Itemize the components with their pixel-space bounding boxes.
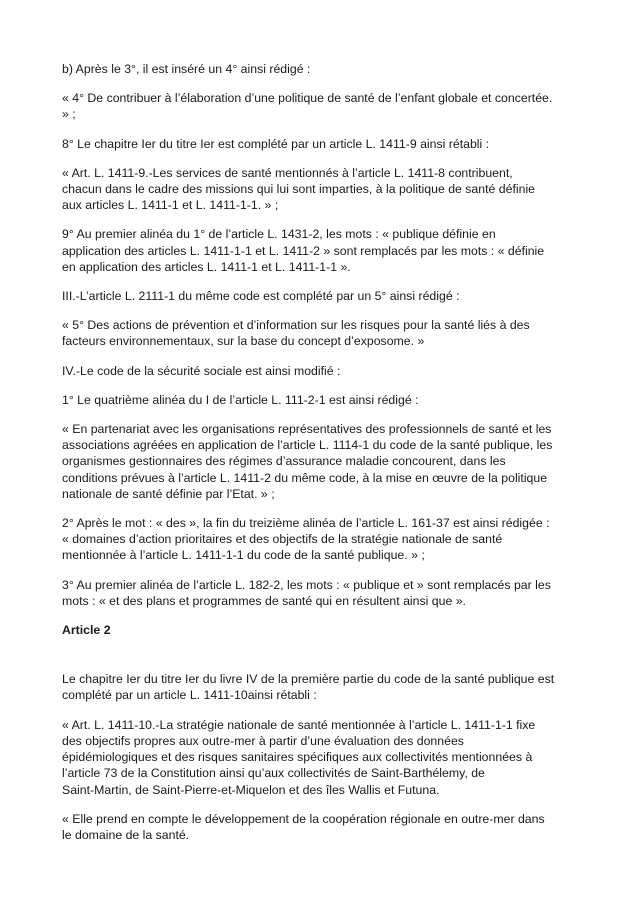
paragraph-6: III.-L’article L. 2111-1 du même code est complété par un 5° ainsi rédigé : [62, 289, 460, 304]
paragraph-14: « Art. L. 1411-10.-La stratégie nationale de santé mentionnée à l’article L. 1411-1-1 fixe des objectifs propres aux outre-mer à partir d’une évaluation des données épidémiologiques et des risques sanitaires spécifiques aux collectivités mentionnées à l’article 73 de la Constitution ainsi qu’aux collectivités de Saint-Barthélemy, de Saint-Martin, de Saint-Pierre-et-Miquelon et des îles Wallis et Futuna. [62, 717, 536, 797]
paragraph-12: 3° Au premier alinéa de l’article L. 182-2, les mots : « publique et » sont remplacés par les mots : « et des plans et programmes de santé qui en résultent ainsi que ». [62, 577, 551, 608]
paragraph-10: « En partenariat avec les organisations représentatives des professionnels de santé et les associations agréées en application de l’article L. 1114-1 du code de la santé publique, les organismes gestionnaires des régimes d’assurance maladie concourent, dans les conditions prévues à l’article L. 1411-2 du même code, à la mise en œuvre de la politique nationale de santé définie par l’Etat. » ; [62, 422, 553, 501]
paragraph-8: IV.-Le code de la sécurité sociale est ainsi modifié : [62, 363, 341, 378]
paragraph-2: « 4° De contribuer à l’élaboration d’une politique de santé de l’enfant globale et concertée. » ; [62, 91, 553, 122]
paragraph-15: « Elle prend en compte le développement de la coopération régionale en outre-mer dans le domaine de la santé. [62, 811, 545, 842]
document-page [62, 61, 582, 856]
paragraph-13: Le chapitre Ier du titre Ier du livre IV de la première partie du code de la santé publique est complété par un article L. 1411-10ainsi rétabli : [62, 672, 555, 703]
article-heading: Article 2 [62, 623, 111, 638]
paragraph-9: 1° Le quatrième alinéa du I de l’article L. 111-2-1 est ainsi rédigé : [62, 392, 419, 407]
paragraph-11: 2° Après le mot : « des », la fin du treizième alinéa de l’article L. 161-37 est ainsi rédigée : « domaines d’action prioritaires et des objectifs de la stratégie nationale de santé mentionnée à l’article L. 1411-1-1 du code de la santé publique. » ; [62, 516, 550, 563]
paragraph-3: 8° Le chapitre Ier du titre Ier est complété par un article L. 1411-9 ainsi rétabli : [62, 136, 490, 151]
paragraph-7: « 5° Des actions de prévention et d’information sur les risques pour la santé liés à des facteurs environnementaux, sur la base du concept d’exposome. » [62, 318, 530, 349]
paragraph-1: b) Après le 3°, il est inséré un 4° ainsi rédigé : [62, 62, 311, 76]
paragraph-4: « Art. L. 1411-9.-Les services de santé mentionnés à l’article L. 1411-8 contribuent, chacun dans le cadre des missions qui lui sont imparties, à la politique de santé définie aux articles L. 1411-1 et L. 1411-1-1. » ; [62, 165, 536, 213]
paragraph-5: 9° Au premier alinéa du 1° de l’article L. 1431-2, les mots : « publique définie en application des articles L. 1411-1-1 et L. 1411-2 » sont remplacés par les mots : « définie en application des articles L. 1411-1 et L. 1411-1-1 ». [62, 227, 545, 274]
